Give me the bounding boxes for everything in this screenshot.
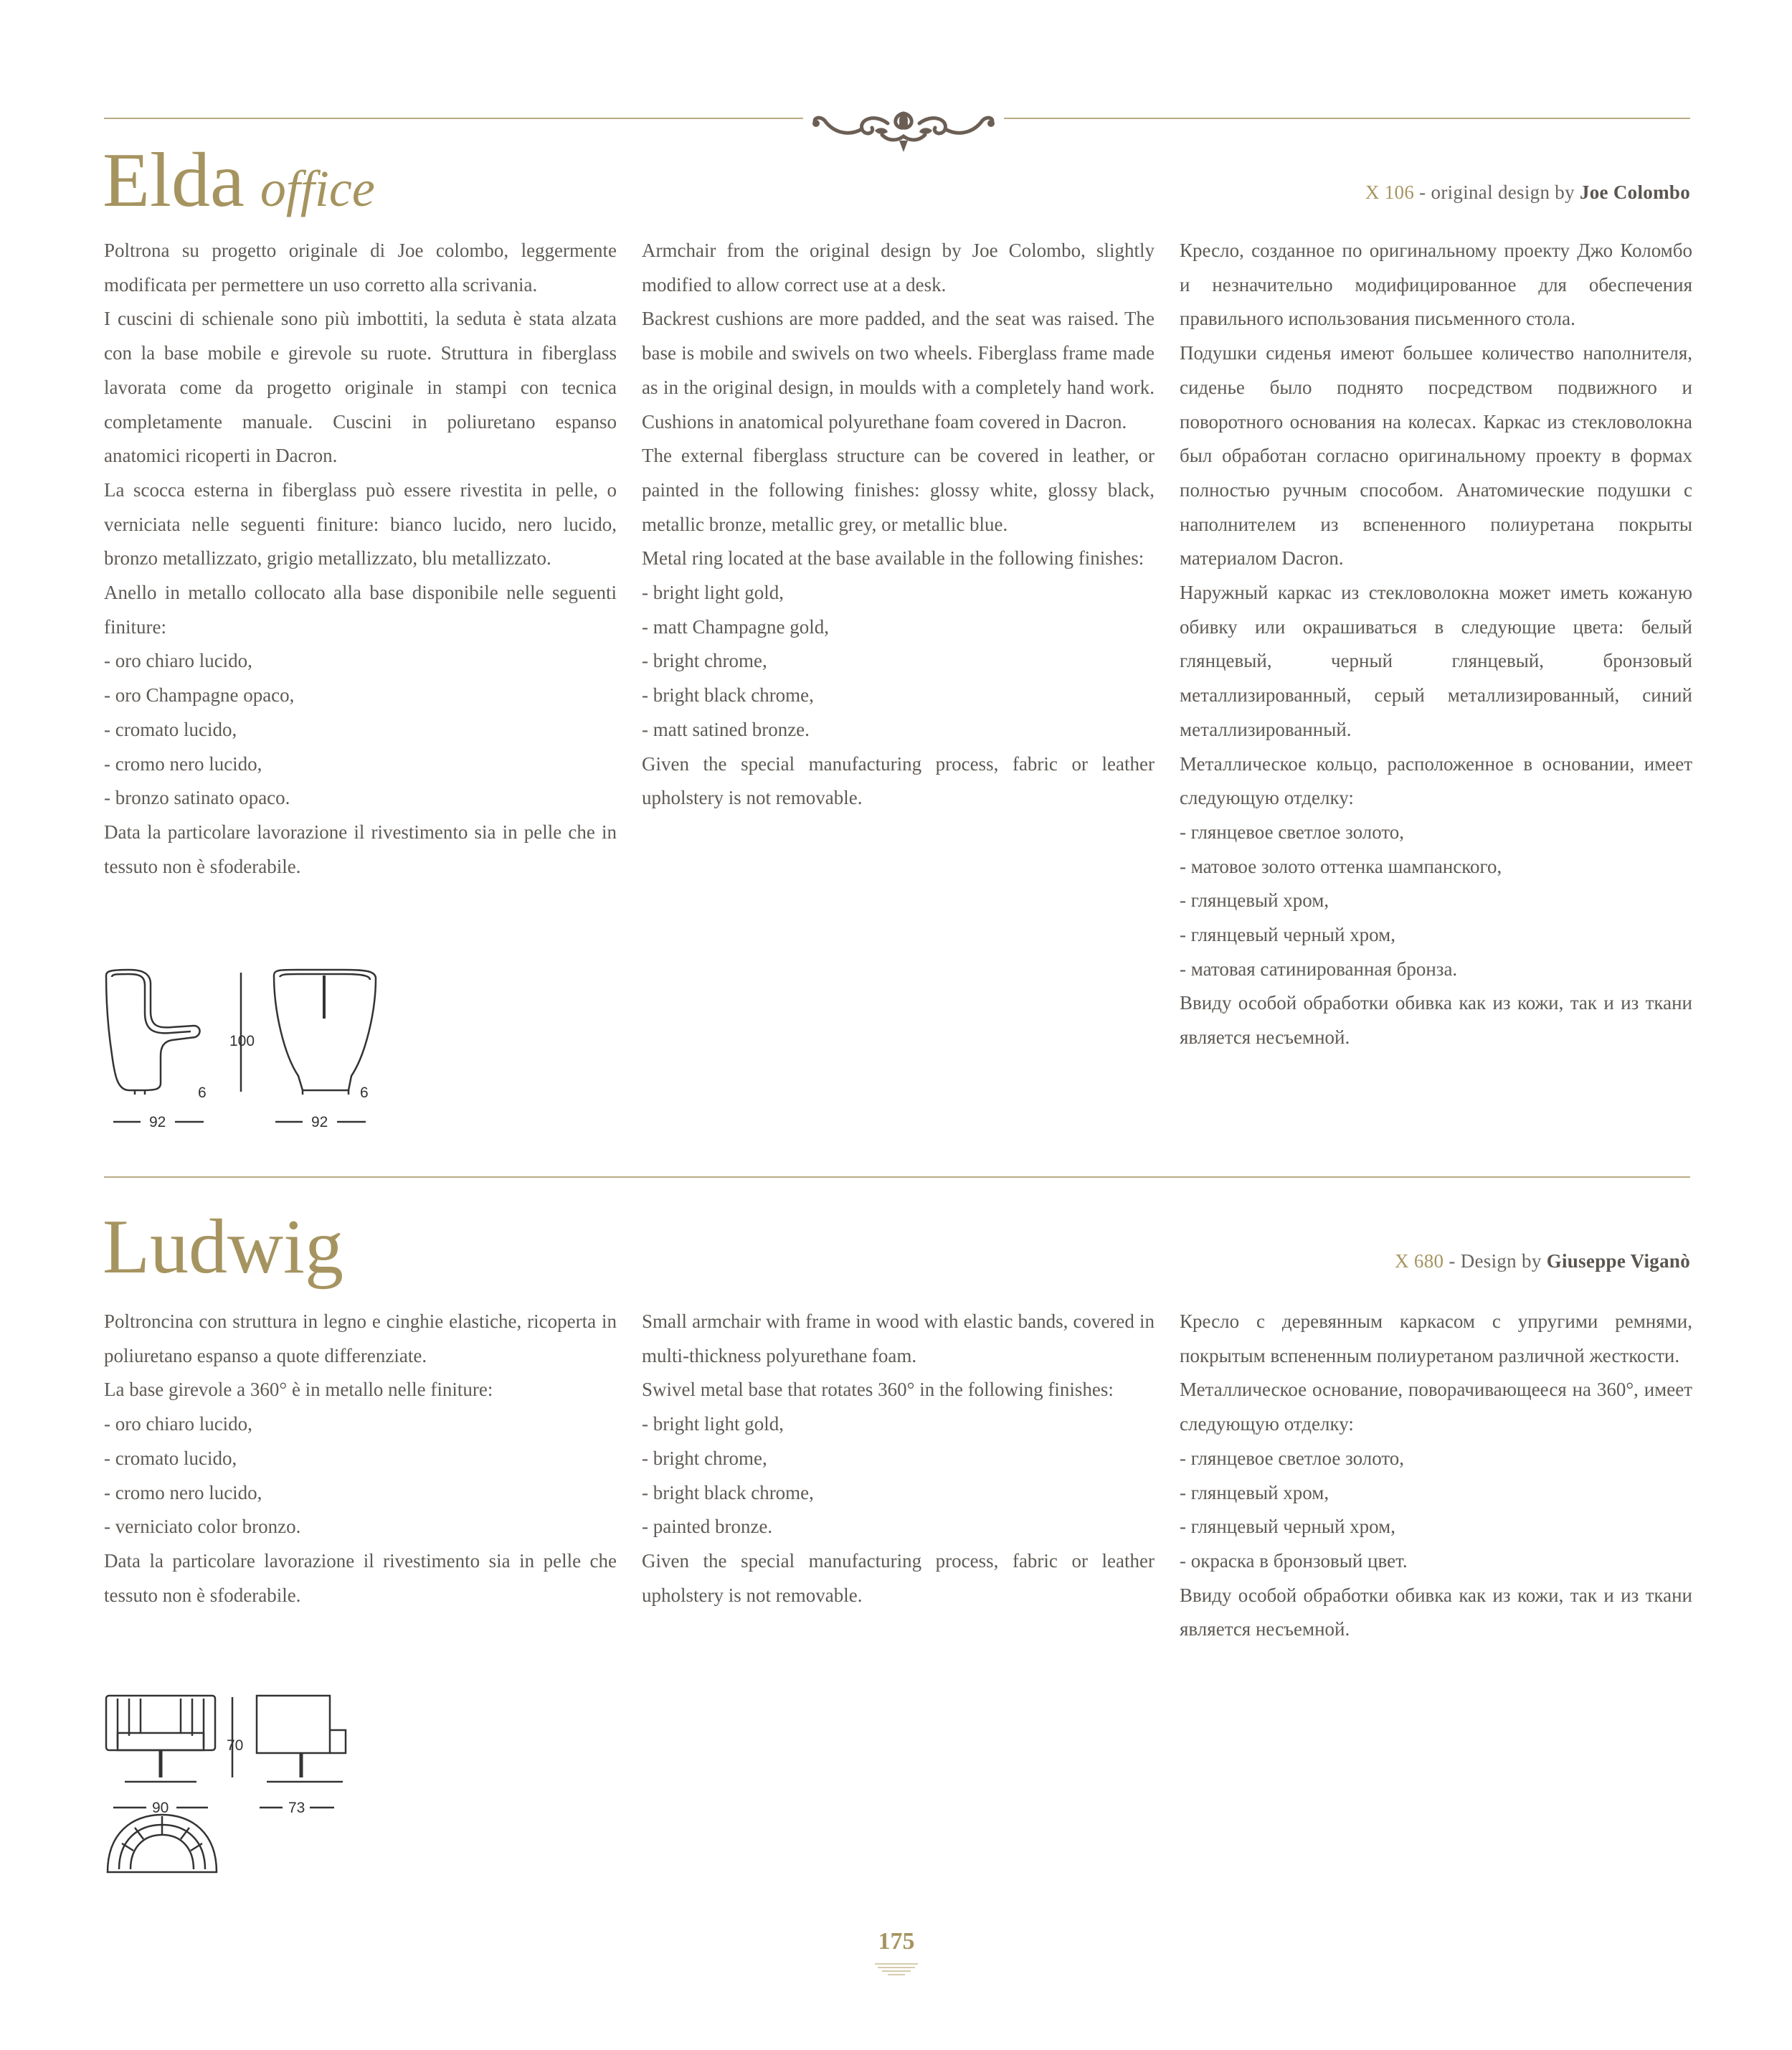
list-item: - oro chiaro lucido, bbox=[104, 1413, 252, 1435]
ludwig-code: X 680 bbox=[1395, 1250, 1444, 1272]
ludwig-english-column bbox=[642, 1305, 1155, 1612]
list-item: - глянцевое светлое золото, bbox=[1180, 821, 1405, 843]
elda-dimension-drawing bbox=[100, 968, 394, 1133]
list-item: - cromato lucido, bbox=[104, 718, 237, 740]
list-item: - глянцевое светлое золото, bbox=[1180, 1447, 1405, 1469]
paragraph: Swivel metal base that rotates 360° in the following finishes: bbox=[642, 1379, 1114, 1401]
ornament-icon bbox=[803, 99, 1004, 164]
elda-design-prefix: - original design by bbox=[1414, 181, 1580, 203]
elda-title-main: Elda bbox=[103, 138, 245, 223]
elda-dim-wheel-side: 6 bbox=[198, 1085, 207, 1101]
paragraph: Poltroncina con struttura in legno e cinghie elastiche, ricoperta in poliuretano espanso a quote differenziate. bbox=[104, 1310, 617, 1366]
elda-code: X 106 bbox=[1365, 181, 1415, 203]
list-item: - oro Champagne opaco, bbox=[104, 684, 295, 707]
ludwig-design-line bbox=[1395, 1250, 1690, 1272]
paragraph: Armchair from the original design by Joe Colombo, slightly modified to allow correct use at a desk. bbox=[642, 240, 1155, 296]
paragraph: La scocca esterna in fiberglass può essere rivestita in pelle, o verniciata nelle seguenti finiture: bianco lucido, nero lucido, bronzo metallizzato, grigio metallizzato, blu metallizzato. bbox=[104, 478, 617, 570]
paragraph: Metal ring located at the base available in the following finishes: bbox=[642, 547, 1144, 570]
list-item: - bronzo satinato opaco. bbox=[104, 787, 290, 809]
paragraph: Подушки сиденья имеют большее количество наполнителя, сиденье было поднято посредством подвижного и поворотного основания на колесах. Каркас из стекловолокна был обработан согласно оригинальному проекту в формах полностью ручным способом. Анатомические подушки с наполнителем из вспененного полиуретана покрыты материалом Dacron. bbox=[1180, 342, 1692, 570]
ludwig-side-view bbox=[257, 1696, 346, 1782]
paragraph: Кресло с деревянным каркасом с упругими ремнями, покрытым вспененным полиуретаном различной жесткости. bbox=[1180, 1310, 1692, 1366]
elda-title bbox=[103, 138, 375, 223]
list-item: - bright chrome, bbox=[642, 1447, 767, 1469]
elda-dim-width-front: 92 bbox=[311, 1114, 328, 1130]
ludwig-dimension-drawing bbox=[100, 1693, 359, 1908]
list-item: - cromato lucido, bbox=[104, 1447, 237, 1469]
ludwig-front-view bbox=[106, 1696, 215, 1782]
list-item: - глянцевый хром, bbox=[1180, 1481, 1329, 1503]
elda-russian-column bbox=[1180, 234, 1692, 1055]
paragraph: Ввиду особой обработки обивка как из кожи, так и из ткани является несъемной. bbox=[1180, 992, 1692, 1049]
list-item: - глянцевый хром, bbox=[1180, 889, 1329, 912]
ludwig-design-prefix: - Design by bbox=[1443, 1250, 1547, 1272]
top-rule-left bbox=[104, 118, 803, 119]
list-item: - cromo nero lucido, bbox=[104, 752, 262, 775]
list-item: - глянцевый черный хром, bbox=[1180, 1516, 1395, 1538]
paragraph: La base girevole a 360° è in metallo nelle finiture: bbox=[104, 1379, 493, 1401]
paragraph: Data la particolare lavorazione il rivestimento sia in pelle che in tessuto non è sfoderabile. bbox=[104, 821, 617, 877]
paragraph: Кресло, созданное по оригинальному проекту Джо Коломбо и незначительно модифицированное для обеспечения правильного использования письменного стола. bbox=[1180, 240, 1692, 330]
ludwig-designer: Giuseppe Viganò bbox=[1546, 1250, 1690, 1272]
list-item: - окраска в бронзовый цвет. bbox=[1180, 1549, 1408, 1572]
list-item: - painted bronze. bbox=[642, 1516, 773, 1538]
elda-dim-wheel-front: 6 bbox=[360, 1085, 369, 1101]
ludwig-dim-width-front: 90 bbox=[152, 1800, 169, 1816]
ludwig-russian-column bbox=[1180, 1305, 1692, 1647]
ludwig-dim-depth-side: 73 bbox=[288, 1800, 305, 1816]
elda-italian-column bbox=[104, 234, 617, 884]
ludwig-title-main: Ludwig bbox=[103, 1204, 343, 1290]
paragraph: Given the special manufacturing process, fabric or leather upholstery is not removable. bbox=[642, 752, 1155, 809]
section-divider bbox=[104, 1176, 1690, 1178]
paragraph: Металлическое основание, поворачивающееся на 360°, имеет следующую отделку: bbox=[1180, 1379, 1692, 1435]
list-item: - bright light gold, bbox=[642, 1413, 784, 1435]
list-item: - bright chrome, bbox=[642, 650, 767, 672]
paragraph: Anello in metallo collocato alla base disponibile nelle seguenti finiture: bbox=[104, 582, 617, 638]
list-item: - matt satined bronze. bbox=[642, 718, 810, 740]
ludwig-title bbox=[103, 1204, 343, 1290]
paragraph: Наружный каркас из стекловолокна может иметь кожаную обивку или окрашиваться в следующие цвета: белый глянцевый, черный глянцевый, бронзовый металлизированный, серый металлизированный, синий металлизированный. bbox=[1180, 582, 1692, 740]
elda-dim-height: 100 bbox=[229, 1033, 255, 1049]
paragraph: The external fiberglass structure can be covered in leather, or painted in the following finishes: glossy white, glossy black, metallic bronze, metallic grey, or metallic blue. bbox=[642, 445, 1155, 535]
paragraph: I cuscini di schienale sono più imbottiti, la seduta è stata alzata con la base mobile e girevole su ruote. Struttura in fiberglass lavorata come da progetto originale in stampi con tecnica completamente manuale. Cuscini in poliuretano espanso anatomici ricoperti in Dacron. bbox=[104, 308, 617, 467]
paragraph: Backrest cushions are more padded, and the seat was raised. The base is mobile and swivels on two wheels. Fiberglass frame made as in the original design, in moulds with a completely hand work. Cushions in anatomical polyurethane foam covered in Dacron. bbox=[642, 308, 1155, 433]
paragraph: Given the special manufacturing process, fabric or leather upholstery is not removable. bbox=[642, 1549, 1155, 1606]
list-item: - bright light gold, bbox=[642, 582, 784, 604]
list-item: - матовая сатинированная бронза. bbox=[1180, 958, 1458, 980]
paragraph: Металлическое кольцо, расположенное в основании, имеет следующую отделку: bbox=[1180, 752, 1692, 809]
list-item: - глянцевый черный хром, bbox=[1180, 924, 1395, 946]
list-item: - cromo nero lucido, bbox=[104, 1481, 262, 1503]
ludwig-italian-column bbox=[104, 1305, 617, 1612]
ludwig-top-view bbox=[108, 1815, 217, 1872]
paragraph: Data la particolare lavorazione il rivestimento sia in pelle che tessuto non è sfoderabile. bbox=[104, 1549, 617, 1606]
elda-design-line bbox=[1365, 181, 1690, 204]
elda-title-sub: office bbox=[260, 160, 375, 217]
list-item: - matt Champagne gold, bbox=[642, 615, 829, 638]
elda-dim-width-side: 92 bbox=[149, 1114, 166, 1130]
page-number: 175 bbox=[878, 1928, 915, 1955]
list-item: - verniciato color bronzo. bbox=[104, 1516, 301, 1538]
elda-designer: Joe Colombo bbox=[1579, 181, 1690, 203]
top-rule-right bbox=[1004, 118, 1690, 119]
list-item: - bright black chrome, bbox=[642, 1481, 814, 1503]
paragraph: Small armchair with frame in wood with elastic bands, covered in multi-thickness polyurethane foam. bbox=[642, 1310, 1155, 1366]
page-number-ornament-icon bbox=[875, 1962, 918, 1976]
list-item: - матовое золото оттенка шампанского, bbox=[1180, 855, 1502, 877]
elda-english-column bbox=[642, 234, 1155, 816]
paragraph: Poltrona su progetto originale di Joe colombo, leggermente modificata per permettere un uso corretto alla scrivania. bbox=[104, 240, 617, 296]
list-item: - oro chiaro lucido, bbox=[104, 650, 252, 672]
paragraph: Ввиду особой обработки обивка как из кожи, так и из ткани является несъемной. bbox=[1180, 1584, 1692, 1640]
list-item: - bright black chrome, bbox=[642, 684, 814, 707]
ludwig-dim-height: 70 bbox=[227, 1737, 244, 1754]
